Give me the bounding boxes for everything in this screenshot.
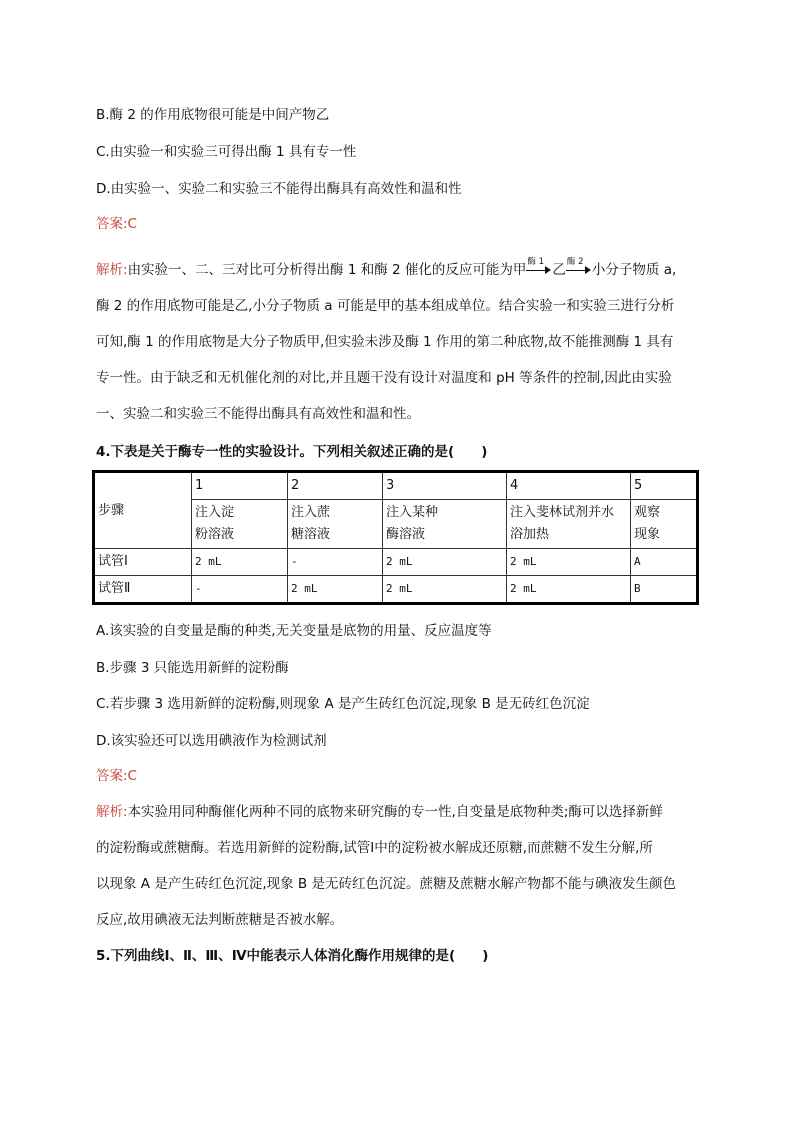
step-number: 1 (192, 472, 288, 500)
table-cell: 2 mL (383, 576, 507, 604)
q3-analysis-line-3: 可知,酶 1 的作用底物是大分子物质甲,但实验未涉及酶 1 作用的第二种底物,故不能推测酶 1 具有 (96, 334, 674, 350)
step-number: 4 (507, 472, 631, 500)
q4-option-a: A.该实验的自变量是酶的种类,无关变量是底物的用量、反应温度等 (96, 623, 492, 639)
q4-analysis-line-4: 反应,故用碘液无法判断蔗糖是否被水解。 (96, 912, 344, 928)
q3-analysis-line-4: 专一性。由于缺乏和无机催化剂的对比,并且题干没有设计对温度和 pH 等条件的控制,因此由实验 (96, 370, 672, 386)
step-action: 注入淀 粉溶液 (192, 500, 288, 549)
q3-answer: 答案:C (96, 216, 137, 232)
table-row-tube-2 (94, 576, 698, 604)
table-cell: 2 mL (507, 576, 631, 604)
table-cell: 2 mL (288, 576, 383, 604)
q3-option-c: C.由实验一和实验三可得出酶 1 具有专一性 (96, 144, 357, 160)
step-number: 3 (383, 472, 507, 500)
q3-analysis-line-2: 酶 2 的作用底物可能是乙,小分子物质 a 可能是甲的基本组成单位。结合实验一和实验三进行分析 (96, 298, 675, 314)
step-label: 步骤 (94, 472, 192, 549)
step-action: 观察 现象 (631, 500, 698, 549)
q3-option-b: B.酶 2 的作用底物很可能是中间产物乙 (96, 107, 330, 123)
q4-option-b: B.步骤 3 只能选用新鲜的淀粉酶 (96, 660, 289, 676)
table-row-step-numbers (94, 472, 698, 500)
q3-analysis-line-1: 解析:由实验一、二、三对比可分析得出酶 1 和酶 2 催化的反应可能为甲 酶 1 乙 酶 2 小分子物质 a, (96, 257, 677, 278)
table-cell: A (631, 549, 698, 576)
q4-option-d: D.该实验还可以选用碘液作为检测试剂 (96, 733, 327, 749)
table-cell: 2 mL (383, 549, 507, 576)
tube-label: 试管Ⅰ (94, 549, 192, 576)
q4-analysis-line-1: 解析:本实验用同种酶催化两种不同的底物来研究酶的专一性,自变量是底物种类;酶可以选择新鲜 (96, 804, 663, 820)
table-cell: 2 mL (507, 549, 631, 576)
step-number: 2 (288, 472, 383, 500)
q3-option-d: D.由实验一、实验二和实验三不能得出酶具有高效性和温和性 (96, 181, 462, 197)
q4-option-c: C.若步骤 3 选用新鲜的淀粉酶,则现象 A 是产生砖红色沉淀,现象 B 是无砖红色沉淀 (96, 696, 590, 712)
table-cell: - (192, 576, 288, 604)
step-action: 注入某种 酶溶液 (383, 500, 507, 549)
q4-analysis-label: 解析: (96, 804, 128, 820)
q4-analysis-line-3: 以现象 A 是产生砖红色沉淀,现象 B 是无砖红色沉淀。蔗糖及蔗糖水解产物都不能与碘液发生颜色 (96, 876, 676, 892)
reaction-arrow-2: 酶 2 (566, 261, 592, 279)
q3-analysis-line-5: 一、实验二和实验三不能得出酶具有高效性和温和性。 (96, 406, 420, 422)
table-cell: - (288, 549, 383, 576)
reaction-arrow-1: 酶 1 (526, 261, 552, 279)
table-row-tube-1 (94, 549, 698, 576)
step-action: 注入蔗 糖溶液 (288, 500, 383, 549)
q5-stem: 5.下列曲线Ⅰ、Ⅱ、Ⅲ、Ⅳ中能表示人体消化酶作用规律的是( ) (96, 948, 489, 964)
q4-answer: 答案:C (96, 768, 137, 784)
step-action: 注入斐林试剂并水 浴加热 (507, 500, 631, 549)
table-cell: 2 mL (192, 549, 288, 576)
tube-label: 试管Ⅱ (94, 576, 192, 604)
q3-analysis-label: 解析: (96, 262, 128, 278)
step-number: 5 (631, 472, 698, 500)
table-cell: B (631, 576, 698, 604)
q4-stem: 4.下表是关于酶专一性的实验设计。下列相关叙述正确的是( ) (96, 444, 488, 460)
experiment-table (92, 470, 699, 605)
q4-analysis-line-2: 的淀粉酶或蔗糖酶。若选用新鲜的淀粉酶,试管Ⅰ中的淀粉被水解成还原糖,而蔗糖不发生分解,所 (96, 840, 653, 856)
